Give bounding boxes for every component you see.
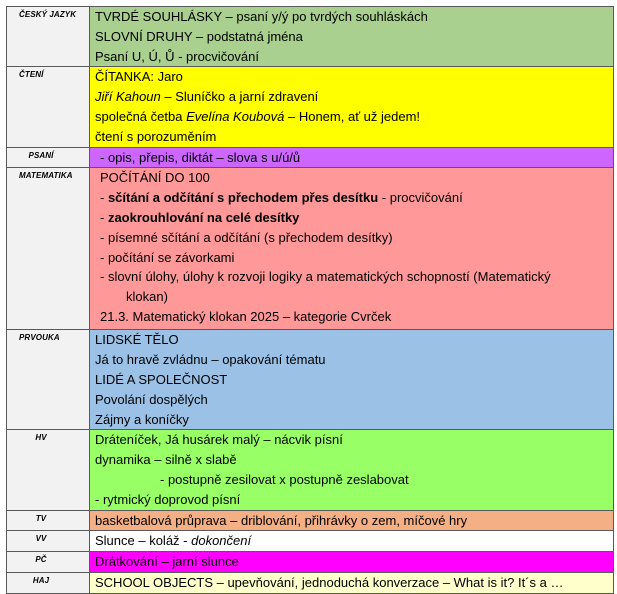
subject-cell: [7, 430, 90, 510]
topic-text: - procvičování: [378, 190, 463, 206]
subject-label: ČESKÝ JAZYK: [19, 10, 77, 19]
content-cell: [90, 430, 614, 510]
row-cteni: [7, 67, 614, 147]
subject-cell: [7, 572, 90, 593]
topic-line: basketbalová průprava – driblování, přihrávky o zem, míčové hry: [95, 512, 468, 528]
row-matematika: [7, 168, 614, 330]
subject-label: MATEMATIKA: [19, 171, 73, 181]
topic-line: dynamika – silně x slabě: [95, 452, 237, 468]
subject-cell: [7, 330, 90, 430]
row-hv: [7, 430, 614, 510]
subject-label: TV: [35, 513, 47, 523]
subject-label: ČTENÍ: [19, 70, 44, 80]
topic-line: - postupně zesilovat x postupně zeslabovat: [160, 471, 409, 487]
subject-label: PČ: [35, 555, 47, 565]
topic-line: klokan): [126, 289, 168, 305]
topic-line: Dráteníček, Já husárek malý – nácvik písní: [95, 432, 343, 448]
topic-text-bold: sčítání a odčítání s přechodem přes desítku: [107, 190, 379, 206]
subject-cell: [7, 552, 90, 573]
topic-line: Já to hravě zvládnu – opakování tématu: [95, 352, 326, 368]
topic-line: Psaní U, Ú, Ů - procvičování: [95, 48, 259, 64]
row-pc: [7, 552, 614, 573]
topic-line: SCHOOL OBJECTS – upevňování, jednoduchá konverzace – What is it? It´s a …: [95, 574, 564, 590]
bullet-dash: -: [100, 209, 108, 225]
subject-label: HV: [35, 433, 47, 443]
topic-line: LIDSKÉ TĚLO: [95, 332, 179, 348]
content-cell: [90, 531, 614, 552]
content-cell: [90, 510, 614, 531]
topic-line: ČÍTANKA: Jaro: [95, 69, 183, 85]
topic-line: - opis, přepis, diktát – slova s u/ú/ů: [100, 149, 301, 165]
topic-line: - rytmický doprovod písní: [95, 491, 241, 507]
topic-line: Zájmy a koníčky: [95, 411, 189, 427]
topic-text-italic: dokončení: [191, 533, 252, 549]
content-cell: [90, 572, 614, 593]
topic-line: [90, 531, 613, 551]
subject-label: PSANÍ: [28, 150, 54, 160]
content-cell: [90, 330, 614, 430]
subject-cell: [7, 147, 90, 168]
topic-text: Slunce – koláž -: [95, 533, 192, 549]
bullet-dash: -: [100, 190, 108, 206]
topic-line: [90, 87, 613, 107]
topic-line: [90, 188, 613, 208]
author-name: Evelína Koubová: [186, 108, 285, 124]
topic-line: - slovní úlohy, úlohy k rozvoji logiky a matematických schopností (Matematický: [100, 269, 551, 285]
author-name: Jiří Kahoun: [95, 89, 161, 105]
topic-text: – Honem, ať už jedem!: [284, 108, 421, 124]
subject-cell: [7, 67, 90, 147]
row-cesky-jazyk: [7, 7, 614, 67]
content-cell: [90, 552, 614, 573]
topic-line: - písemné sčítání a odčítání (s přechodem desítky): [100, 229, 393, 245]
topic-line: [90, 208, 613, 228]
topic-line: Povolání dospělých: [95, 391, 208, 407]
topic-line: čtení s porozuměním: [95, 128, 217, 144]
weekly-plan-table: [6, 6, 614, 594]
topic-text: – Sluníčko a jarní zdravení: [160, 89, 319, 105]
topic-line: Drátkování – jarní slunce: [95, 554, 239, 570]
subject-label: PRVOUKA: [19, 333, 60, 343]
row-psani: [7, 147, 614, 168]
subject-cell: [7, 7, 90, 67]
subject-cell: [7, 510, 90, 531]
row-vv: [7, 531, 614, 552]
row-tv: [7, 510, 614, 531]
content-cell: [90, 168, 614, 330]
subject-label: HAJ: [32, 575, 50, 585]
row-haj: [7, 572, 614, 593]
subject-cell: [7, 531, 90, 552]
topic-line: TVRDÉ SOUHLÁSKY – psaní y/ý po tvrdých souhláskách: [95, 9, 428, 24]
subject-label: VV: [35, 534, 47, 544]
topic-text-bold: zaokrouhlování na celé desítky: [107, 209, 300, 225]
topic-line: LIDÉ A SPOLEČNOST: [95, 371, 228, 387]
topic-text: společná četba: [95, 108, 187, 124]
content-cell: [90, 67, 614, 147]
content-cell: [90, 147, 614, 168]
topic-line: SLOVNÍ DRUHY – podstatná jména: [95, 28, 303, 44]
subject-cell: [7, 168, 90, 330]
content-cell: [90, 7, 614, 67]
topic-line: - počítání se závorkami: [100, 249, 235, 265]
row-prvouka: [7, 330, 614, 430]
topic-line: 21.3. Matematický klokan 2025 – kategorie Cvrček: [100, 308, 392, 324]
topic-line: POČÍTÁNÍ DO 100: [100, 170, 210, 186]
topic-line: [90, 107, 613, 127]
